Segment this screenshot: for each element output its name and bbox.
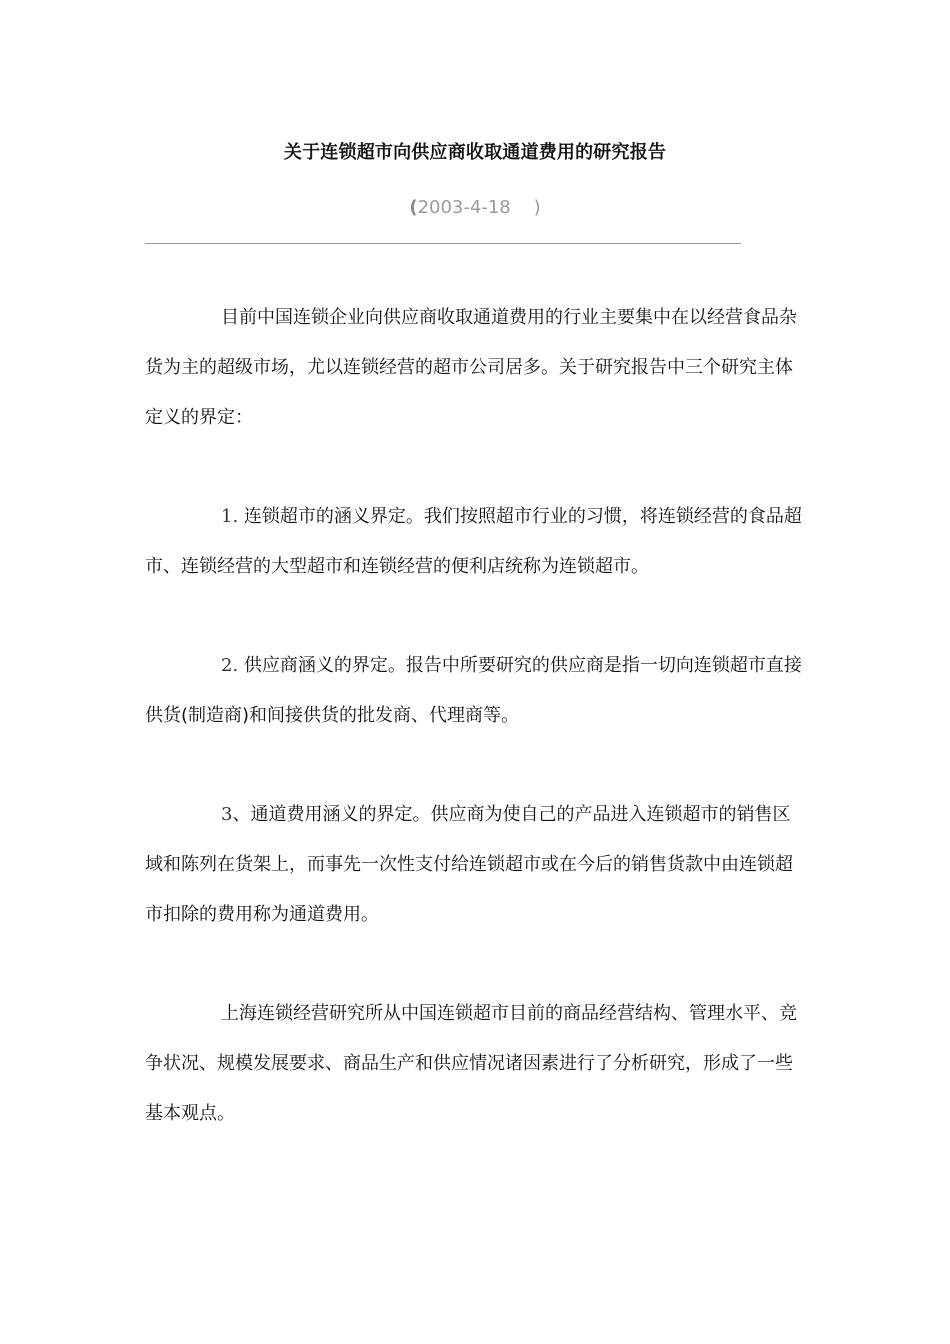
paragraph-text: 目前中国连锁企业向供应商收取通道费用的行业主要集中在以经营食品杂货为主的超级市场，尤以连锁经营的超市公司居多。关于研究报告中三个研究主体定义的界定： (145, 307, 797, 428)
paragraph-number: 3 (221, 804, 233, 825)
date-text: 2003-4-18 (417, 197, 511, 218)
paragraph-text: 连锁超市的涵义界定。我们按照超市行业的习惯，将连锁经营的食品超市、连锁经营的大型超市和连锁经营的便利店统称为连锁超市。 (145, 506, 802, 577)
page-title: 关于连锁超市向供应商收取通道费用的研究报告 (283, 142, 667, 163)
definition-paragraph-chain-supermarket (145, 492, 807, 592)
publish-date (145, 197, 805, 218)
conclusion-paragraph (145, 989, 807, 1139)
paragraph-text: 上海连锁经营研究所从中国连锁超市目前的商品经营结构、管理水平、竞争状况、规模发展要求、商品生产和供应情况诸因素进行了分析研究，形成了一些基本观点。 (145, 1003, 797, 1124)
paragraph-number: 1. (221, 506, 239, 527)
paragraph-number: 2. (221, 655, 239, 676)
definition-paragraph-supplier (145, 641, 807, 741)
definition-paragraph-channel-fee (145, 790, 807, 940)
paragraph-text: 、通道费用涵义的界定。供应商为使自己的产品进入连锁超市的销售区域和陈列在货架上，而事先一次性支付给连锁超市或在今后的销售货款中由连锁超市扣除的费用称为通道费用。 (145, 804, 793, 925)
date-open-paren: ( (409, 197, 418, 218)
title-divider (145, 243, 741, 244)
intro-paragraph (145, 293, 807, 443)
date-close-paren: ) (533, 197, 541, 218)
paragraph-text: 供应商涵义的界定。报告中所要研究的供应商是指一切向连锁超市直接供货(制造商)和间接供货的批发商、代理商等。 (145, 655, 802, 726)
